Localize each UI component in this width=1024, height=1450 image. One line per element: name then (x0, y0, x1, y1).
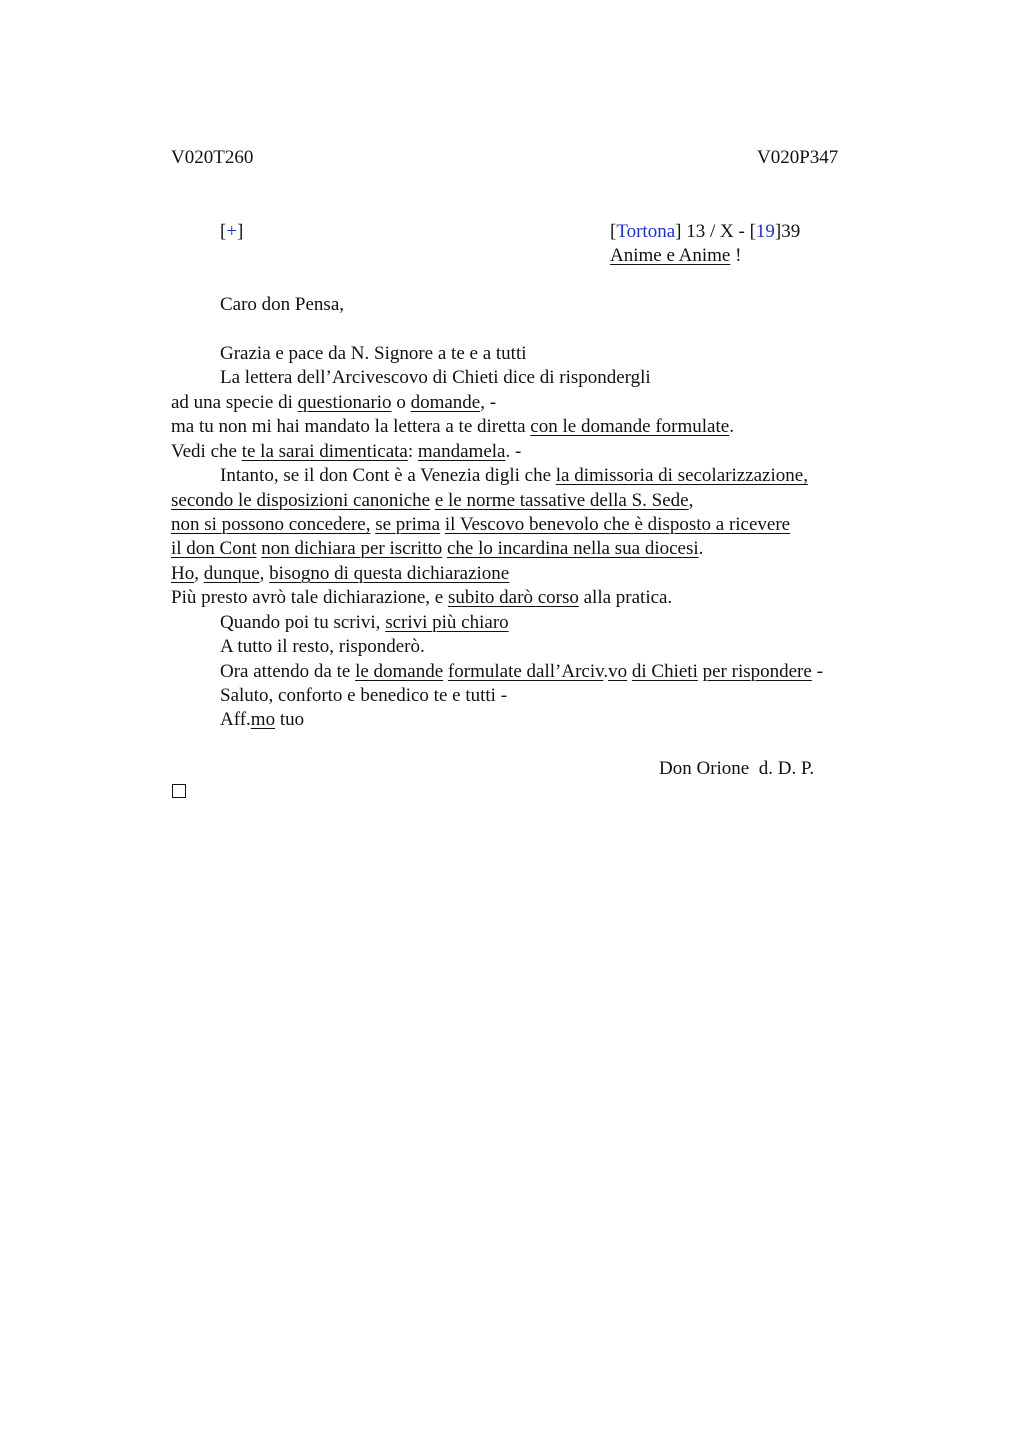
cross-symbol: + (226, 221, 238, 242)
place: Tortona (616, 221, 676, 242)
body-line-10: Ho, dunque, bisogno di questa dichiarazione (171, 563, 510, 584)
body-line-3: ad una specie di questionario o domande, - (171, 392, 497, 413)
body-line-12: Quando poi tu scrivi, scrivi più chiaro (220, 612, 509, 633)
motto: Anime e Anime (610, 245, 731, 266)
salutation: Caro don Pensa, (220, 294, 345, 315)
body-line-7: secondo le disposizioni canoniche e le norme tassative della S. Sede, (171, 490, 694, 511)
end-square-icon (172, 784, 186, 798)
year: 39 (781, 221, 801, 242)
body-line-13: A tutto il resto, risponderò. (220, 636, 425, 657)
body-line-11: Più presto avrò tale dichiarazione, e subito darò corso alla pratica. (171, 587, 673, 608)
body-line-6: Intanto, se il don Cont è a Venezia digli che la dimissoria di secolarizzazione, (220, 465, 808, 486)
body-line-14: Ora attendo da te le domande formulate dall’Arciv.vo di Chieti per rispondere - (220, 661, 823, 682)
body-line-9: il don Cont non dichiara per iscritto che lo incardina nella sua diocesi. (171, 538, 704, 559)
date: 13 / X - (686, 221, 750, 242)
body-line-15: Saluto, conforto e benedico te e tutti - (220, 685, 508, 706)
closing: Aff.mo tuo (220, 709, 305, 730)
document-code-left: V020T260 (171, 147, 254, 168)
century: 19 (755, 221, 775, 242)
cross-mark: [+] (220, 221, 244, 242)
body-line-2: La lettera dell’Arcivescovo di Chieti dice di rispondergli (220, 367, 651, 388)
body-line-4: ma tu non mi hai mandato la lettera a te diretta con le domande formulate. (171, 416, 734, 437)
body-line-8: non si possono concedere, se prima il Vescovo benevolo che è disposto a ricevere (171, 514, 791, 535)
document-code-right: V020P347 (757, 147, 839, 168)
body-line-1: Grazia e pace da N. Signore a te e a tutti (220, 343, 527, 364)
body-line-5: Vedi che te la sarai dimenticata: mandamela. - (171, 441, 522, 462)
motto-line: Anime e Anime ! (610, 245, 742, 266)
signature: Don Orione d. D. P. (659, 758, 815, 779)
dateline: [Tortona] 13 / X - [19]39 (610, 221, 801, 242)
